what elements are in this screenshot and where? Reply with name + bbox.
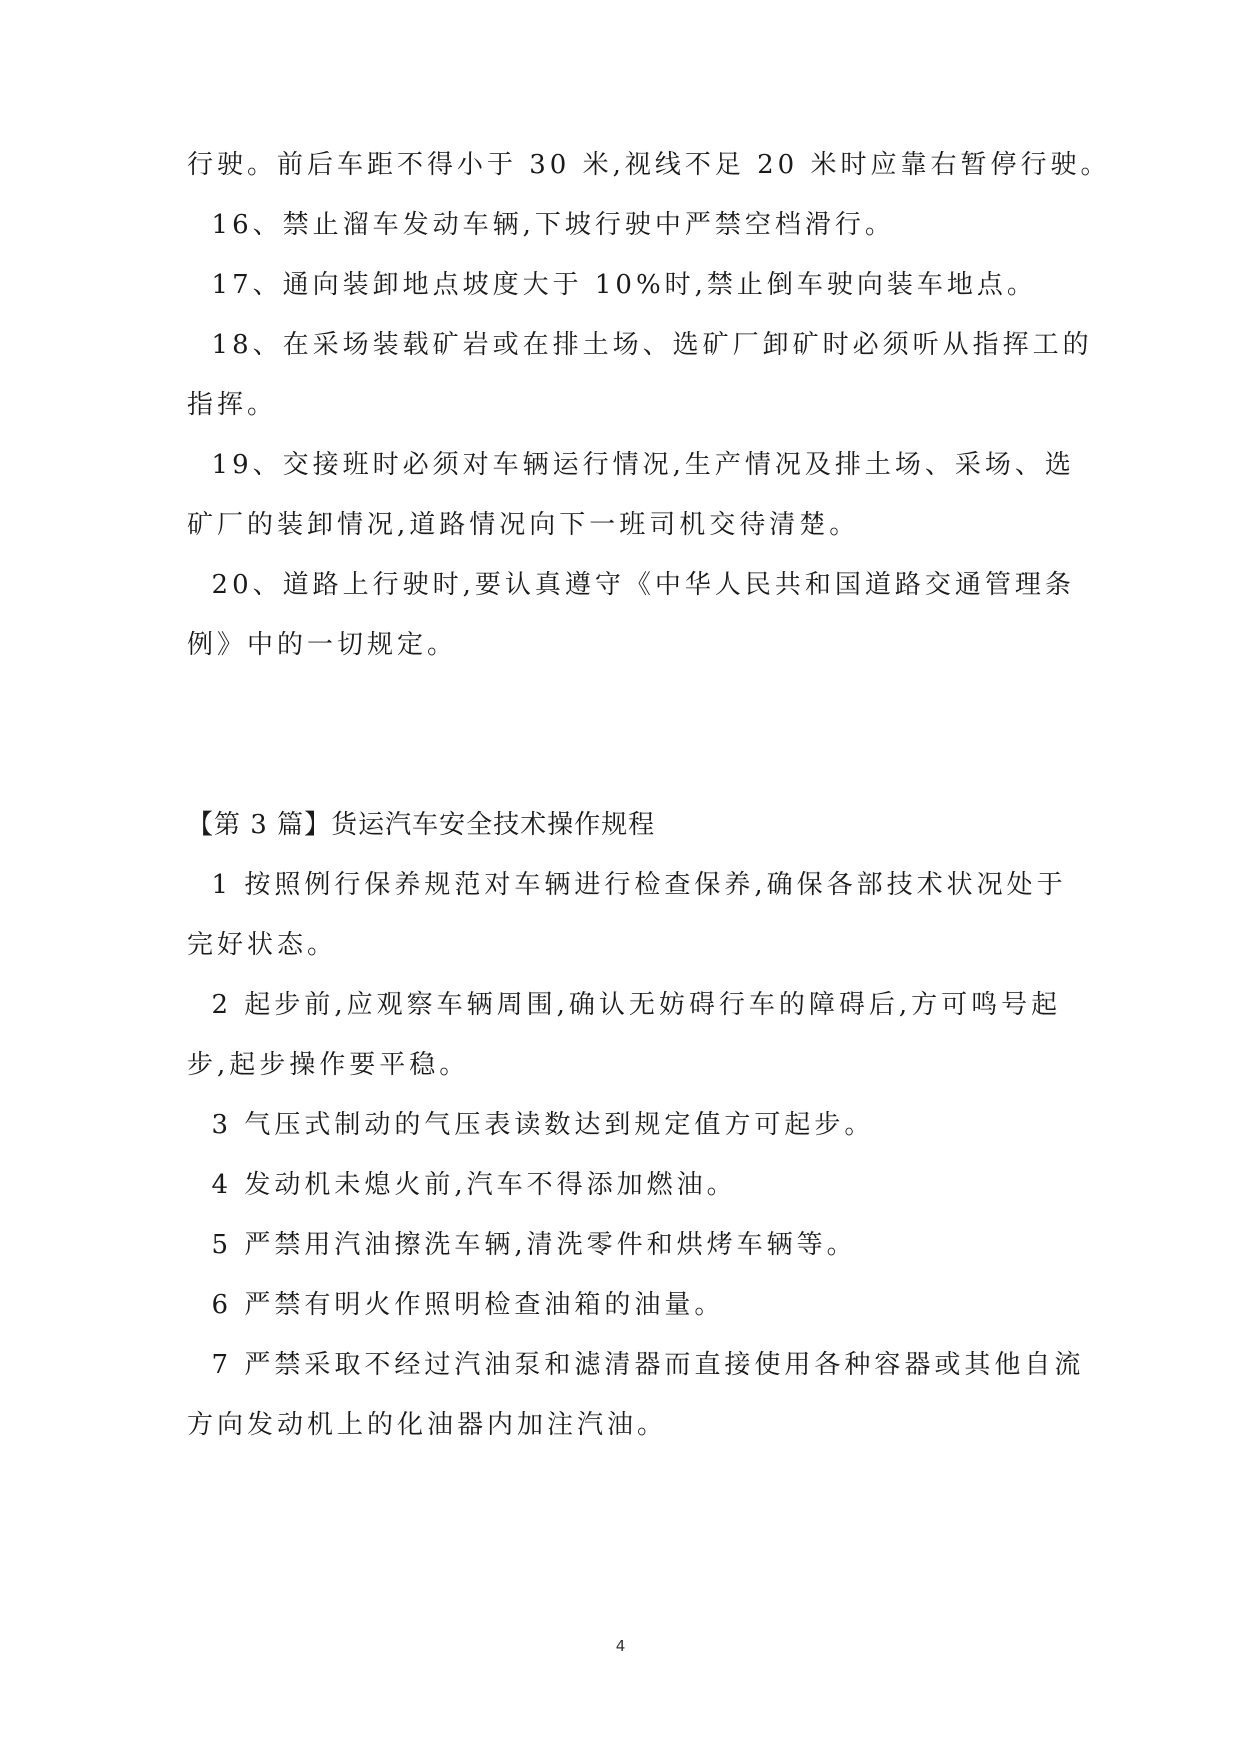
text-line: 例》中的一切规定。 [187, 630, 458, 660]
text-line: 矿厂的装卸情况,道路情况向下一班司机交待清楚。 [187, 510, 860, 540]
text-line: 4 发动机未熄火前,汽车不得添加燃油。 [187, 1170, 737, 1200]
text-line: 5 严禁用汽油擦洗车辆,清洗零件和烘烤车辆等。 [187, 1230, 857, 1260]
text-line: 方向发动机上的化油器内加注汽油。 [187, 1410, 668, 1440]
text-line: 完好状态。 [187, 930, 338, 960]
text-line: 指挥。 [187, 390, 278, 420]
text-line: 18、在采场装载矿岩或在排土场、选矿厂卸矿时必须听从指挥工的 [187, 330, 1093, 360]
text-line: 3 气压式制动的气压表读数达到规定值方可起步。 [187, 1110, 875, 1140]
section-heading: 【第 3 篇】货运汽车安全技术操作规程 [187, 810, 656, 840]
text-line: 17、通向装卸地点坡度大于 10%时,禁止倒车驶向装车地点。 [187, 270, 1037, 300]
text-line: 1 按照例行保养规范对车辆进行检查保养,确保各部技术状况处于 [187, 870, 1067, 900]
page-number: 4 [615, 1637, 626, 1655]
text-line: 2 起步前,应观察车辆周围,确认无妨碍行车的障碍后,方可鸣号起 [187, 990, 1062, 1020]
text-line: 行驶。前后车距不得小于 30 米,视线不足 20 米时应靠右暂停行驶。 [187, 150, 1111, 180]
text-line: 6 严禁有明火作照明检查油箱的油量。 [187, 1290, 725, 1320]
text-line: 步,起步操作要平稳。 [187, 1050, 470, 1080]
text-line: 19、交接班时必须对车辆运行情况,生产情况及排土场、采场、选 [187, 450, 1075, 480]
text-line: 16、禁止溜车发动车辆,下坡行驶中严禁空档滑行。 [187, 210, 895, 240]
text-line: 20、道路上行驶时,要认真遵守《中华人民共和国道路交通管理条 [187, 570, 1075, 600]
text-line: 7 严禁采取不经过汽油泵和滤清器而直接使用各种容器或其他自流 [187, 1350, 1085, 1380]
